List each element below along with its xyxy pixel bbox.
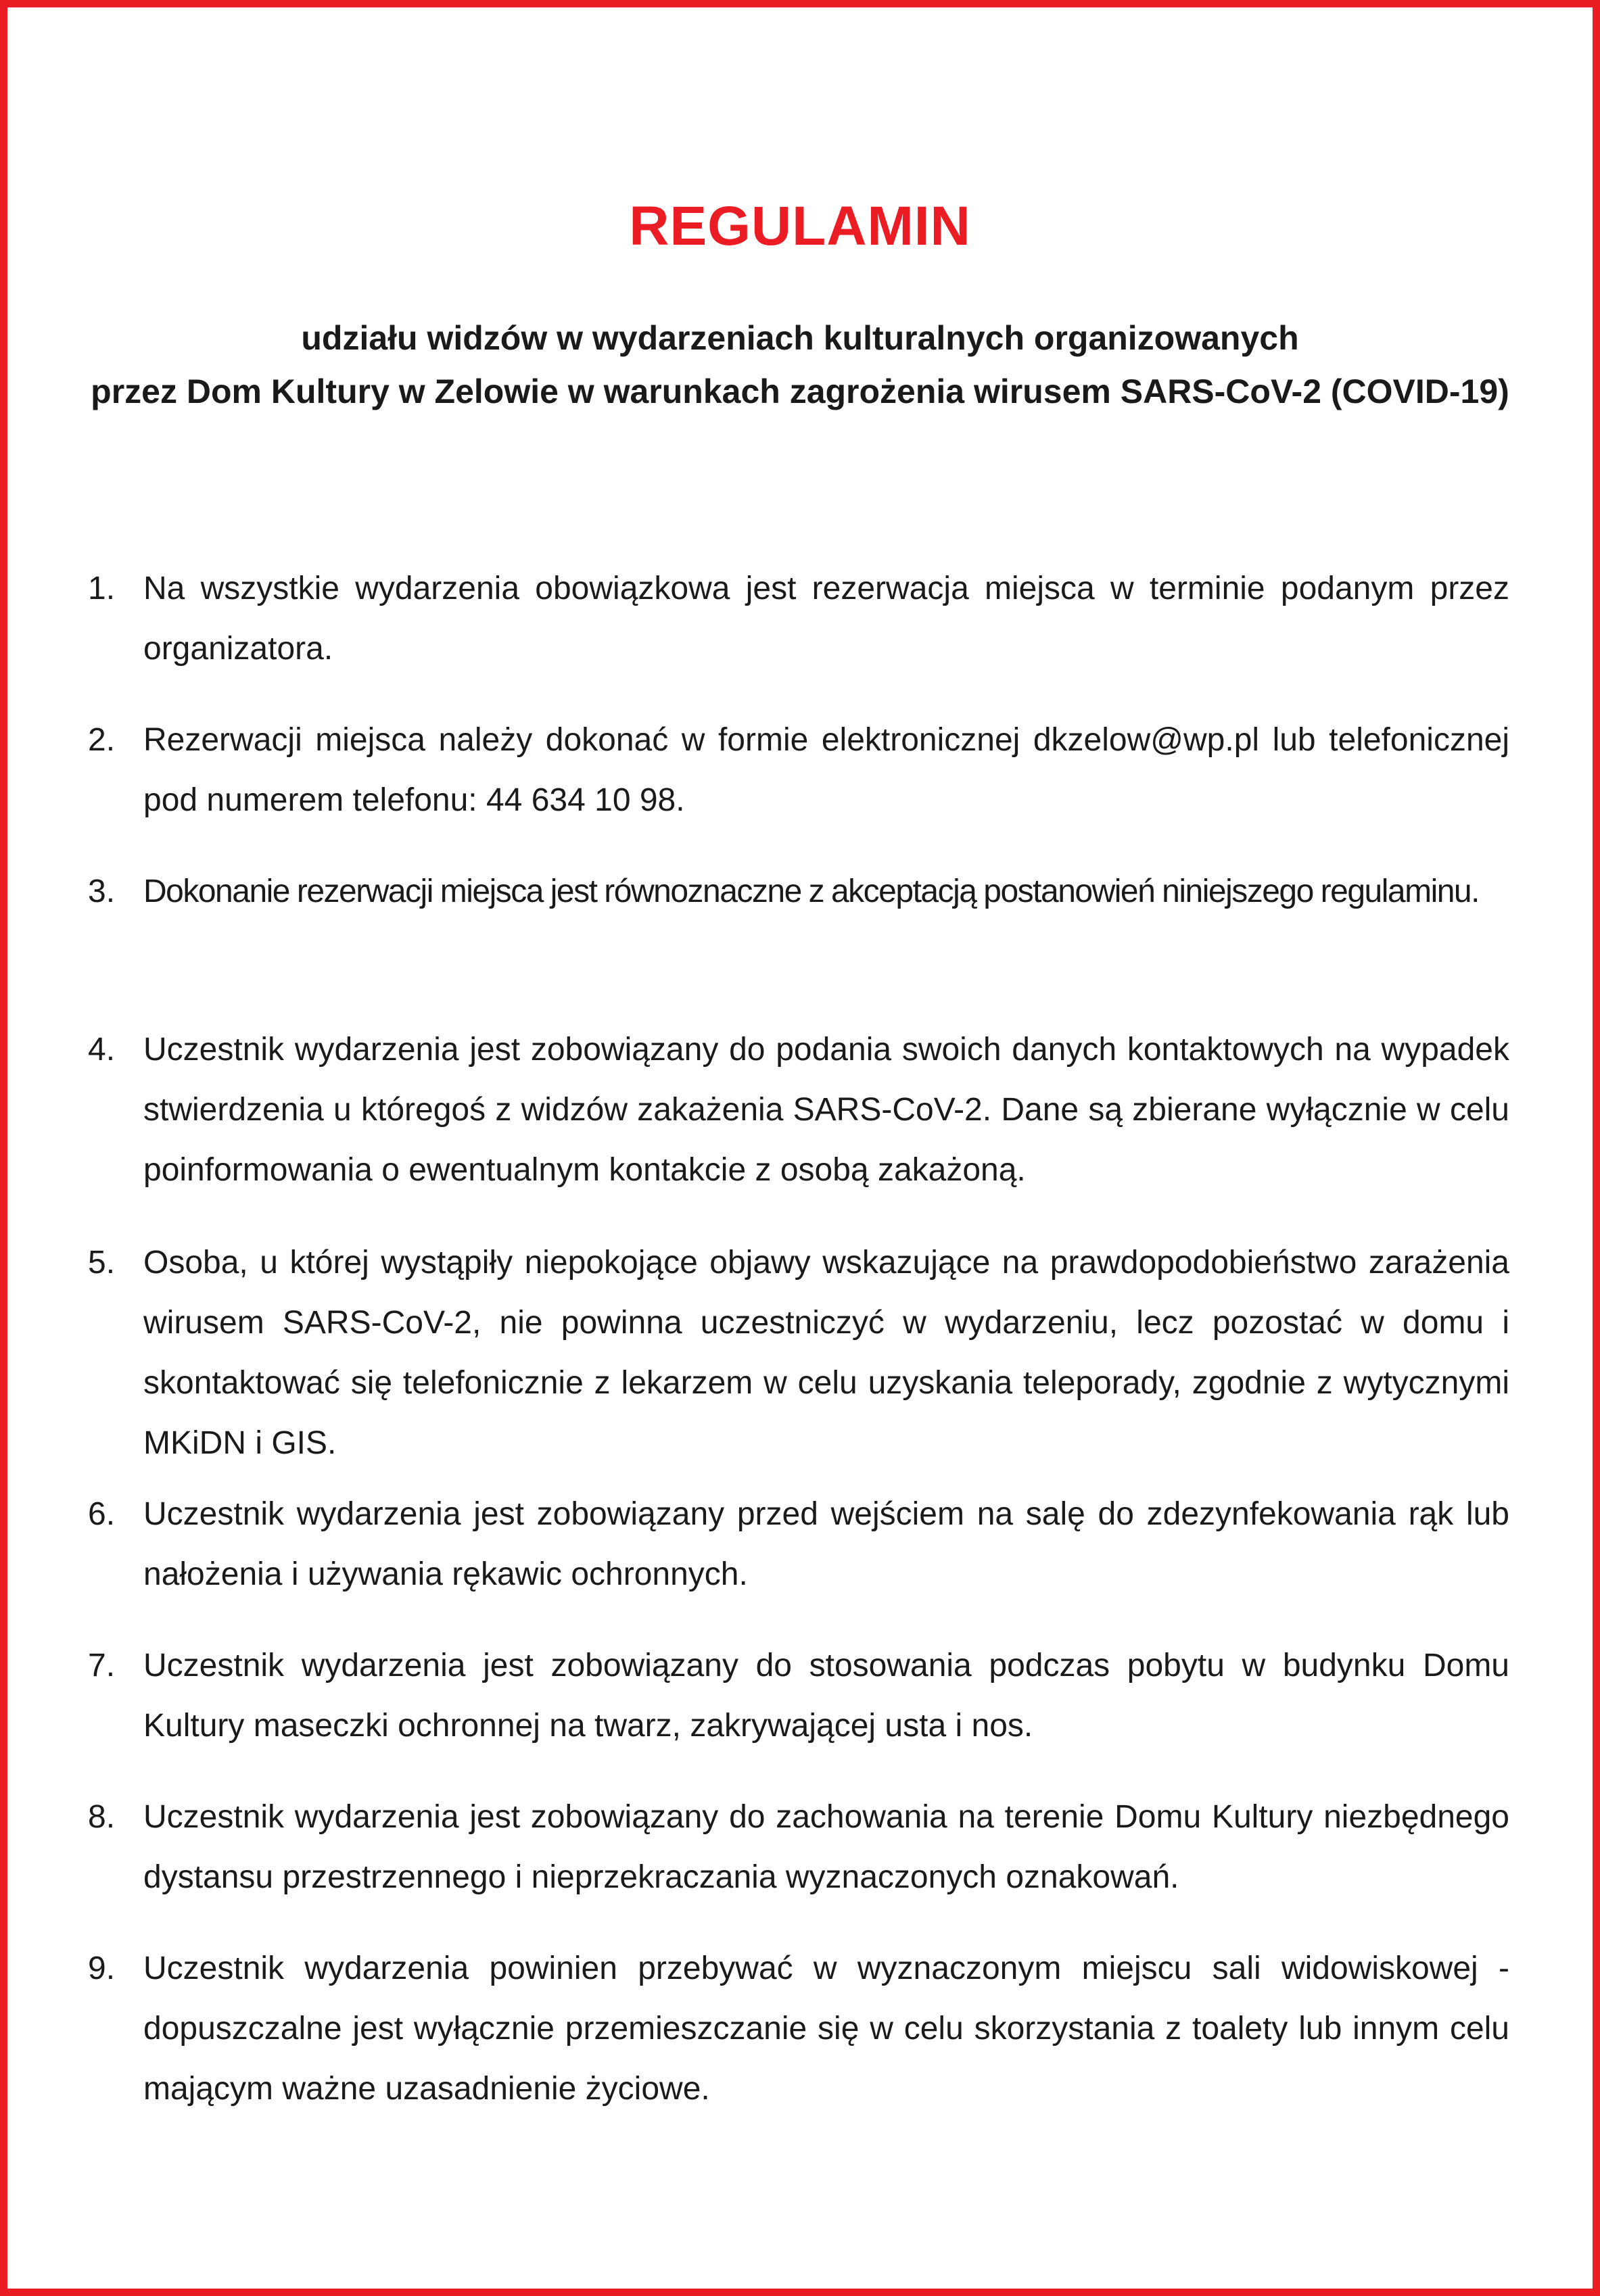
rule-number: 8. [88, 1799, 116, 1835]
rule-number: 2. [88, 722, 116, 758]
rule-text: Dokonanie rezerwacji miejsca jest równoznaczne z akceptacją postanowień niniejszego regulaminu. [143, 874, 1479, 909]
rule-number: 5. [88, 1245, 116, 1281]
rule-text: Osoba, u której wystąpiły niepokojące objawy wskazujące na prawdopodobieństwo zarażenia wirusem SARS-CoV-2, nie powinna uczestniczyć w wydarzeniu, lecz pozostać w domu i skontaktować się telefonicznie z lekarzem w celu uzyskania teleporady, zgodnie z wytycznymi MKiDN i GIS. [143, 1245, 1509, 1461]
rule-number: 7. [88, 1648, 116, 1683]
rule-text: Uczestnik wydarzenia powinien przebywać w wyznaczonym miejscu sali widowiskowej - dopuszczalne jest wyłącznie przemieszczanie się w celu skorzystania z toalety lub innym celu mającym ważne uzasadnienie życiowe. [143, 1951, 1509, 2107]
rule-text: Rezerwacji miejsca należy dokonać w formie elektronicznej dkzelow@wp.pl lub telefonicznej pod numerem telefonu: 44 634 10 98. [143, 722, 1509, 818]
document-subtitle-line-2: przez Dom Kultury w Zelowie w warunkach zagrożenia wirusem SARS-CoV-2 (COVID-19) [91, 373, 1509, 410]
document-subtitle-line-1: udziału widzów w wydarzeniach kulturalnych organizowanych [301, 319, 1299, 357]
rule-number: 6. [88, 1496, 116, 1532]
rule-number: 1. [88, 571, 116, 606]
rule-text: Uczestnik wydarzenia jest zobowiązany do stosowania podczas pobytu w budynku Domu Kultury maseczki ochronnej na twarz, zakrywającej usta i nos. [143, 1648, 1509, 1744]
rule-number: 3. [88, 874, 116, 909]
rule-text: Uczestnik wydarzenia jest zobowiązany do zachowania na terenie Domu Kultury niezbędnego dystansu przestrzennego i nieprzekraczania wyznaczonych oznakowań. [143, 1799, 1509, 1895]
rule-text: Uczestnik wydarzenia jest zobowiązany przed wejściem na salę do zdezynfekowania rąk lub nałożenia i używania rękawic ochronnych. [143, 1496, 1509, 1592]
rule-text: Uczestnik wydarzenia jest zobowiązany do podania swoich danych kontaktowych na wypadek stwierdzenia u któregoś z widzów zakażenia SARS-CoV-2. Dane są zbierane wyłącznie w celu poinformowania o ewentualnym kontakcie z osobą zakażoną. [143, 1032, 1509, 1188]
rule-number: 4. [88, 1032, 116, 1068]
rule-number: 9. [88, 1951, 116, 1986]
document-title: REGULAMIN [629, 195, 971, 257]
rule-text: Na wszystkie wydarzenia obowiązkowa jest rezerwacja miejsca w terminie podanym przez organizatora. [143, 571, 1509, 667]
